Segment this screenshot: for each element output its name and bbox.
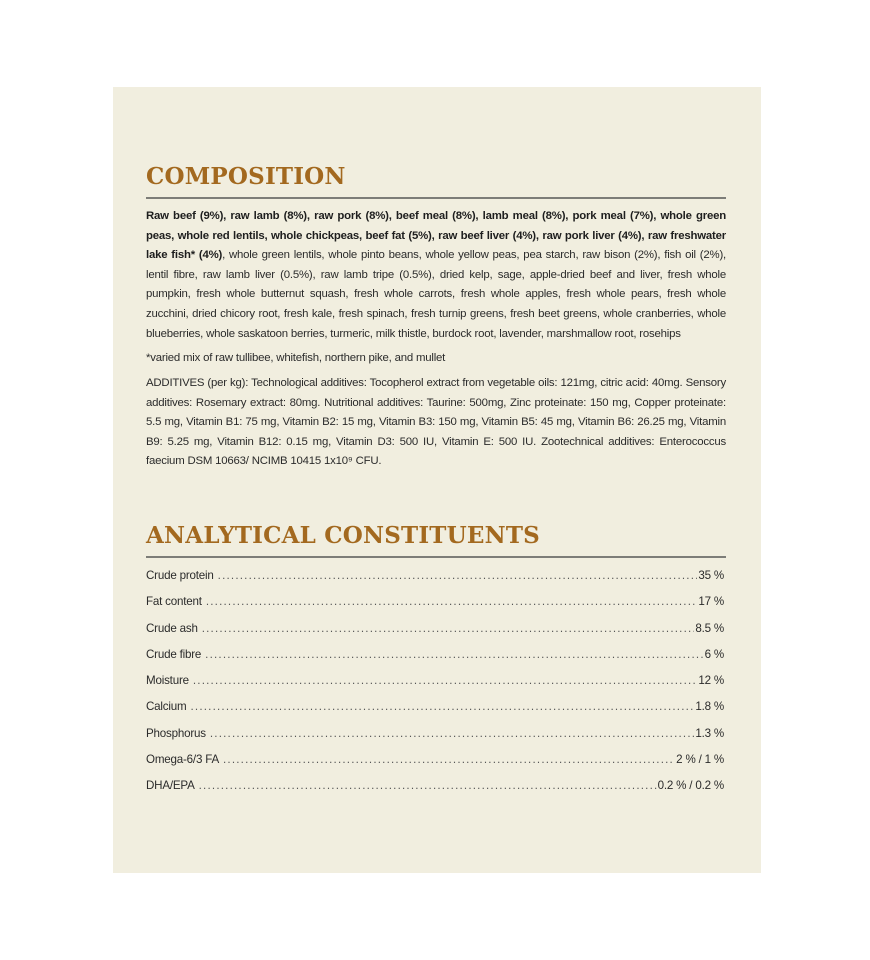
row-value: 1.3 % [695,726,724,740]
row-value: 35 % [698,569,724,582]
row-label: Phosphorus [146,726,206,740]
row-label: Omega-6/3 FA [146,753,219,767]
dot-leader [205,648,703,661]
composition-divider [146,197,726,199]
dot-leader [223,753,675,766]
row-label: DHA/EPA [146,779,195,793]
table-row [146,700,724,726]
dot-leader [193,674,698,687]
dot-leader [199,779,657,792]
dot-leader [206,595,698,608]
dot-leader [210,727,694,740]
ingredients-paragraph [146,207,726,344]
analytical-divider [146,556,726,558]
row-label: Calcium [146,700,187,714]
table-row [146,595,724,621]
row-label: Crude protein [146,569,214,582]
row-value: 17 % [698,595,724,609]
additives-paragraph: ADDITIVES (per kg): Technological additives: Tocopherol extract from vegetable oils: 121mg, citric acid: 40mg. Sensory additives: Rosemary extract: 80mg. Nutritional additives: Taurine: 500mg, Zinc proteinate: 150 mg, Copper proteinate: 5.5 mg, Vitamin B1: 75 mg, Vitamin B2: 15 mg, Vitamin B3: 150 mg, Vitamin B5: 45 mg, Vitamin B6: 26.25 mg, Vitamin B9: 5.25 mg, Vitamin B12: 0.15 mg, Vitamin D3: 500 IU, Vitamin E: 500 IU. Zootechnical additives: Enterococcus faecium DSM 10663/ NCIMB 10415 1x10⁹ CFU. [146,377,726,468]
table-row [146,779,724,805]
row-label: Crude ash [146,621,198,635]
analytical-heading: ANALYTICAL CONSTITUENTS [146,522,540,549]
dot-leader [218,569,698,582]
table-row [146,622,724,648]
dot-leader [190,700,694,713]
row-value: 2 % / 1 % [676,753,724,767]
analytical-table [146,569,724,806]
row-label: Crude fibre [146,647,202,661]
row-value: 12 % [698,674,724,688]
fish-footnote: *varied mix of raw tullibee, whitefish, northern pike, and mullet [146,352,446,364]
row-label: Fat content [146,595,202,609]
composition-heading: COMPOSITION [146,163,346,190]
row-value: 6 % [704,647,724,661]
ingredients-bold-text: Raw beef (9%), raw lamb (8%), raw pork (8%), beef meal (8%), lamb meal (8%), pork meal (7%), whole green peas, whole red lentils, whole chickpeas, beef fat (5%), raw beef liver (4%), raw pork liver (4%), raw freshwater lake fish* (4%) [146,210,726,262]
dot-leader [202,622,695,635]
label-panel [113,87,761,873]
table-row [146,569,724,595]
table-row [146,674,724,700]
row-value: 0.2 % / 0.2 % [657,779,724,793]
row-value: 1.8 % [695,700,724,714]
row-value: 8.5 % [695,621,724,635]
row-label: Moisture [146,674,189,688]
table-row [146,727,724,753]
table-row [146,753,724,779]
table-row [146,648,724,674]
ingredients-regular-text: , whole green lentils, whole pinto beans, whole yellow peas, pea starch, raw bison (2%), fish oil (2%), lentil fibre, raw lamb liver (0.5%), raw lamb tripe (0.5%), dried kelp, sage, apple-dried beef and liver, fresh whole pumpkin, fresh whole butternut squash, fresh whole carrots, fresh whole apples, fresh whole pears, fresh whole zucchini, dried chicory root, fresh kale, fresh spinach, fresh turnip greens, fresh beet greens, whole cranberries, whole blueberries, whole saskatoon berries, turmeric, milk thistle, burdock root, lavender, marshmallow root, rosehips [146,249,726,340]
